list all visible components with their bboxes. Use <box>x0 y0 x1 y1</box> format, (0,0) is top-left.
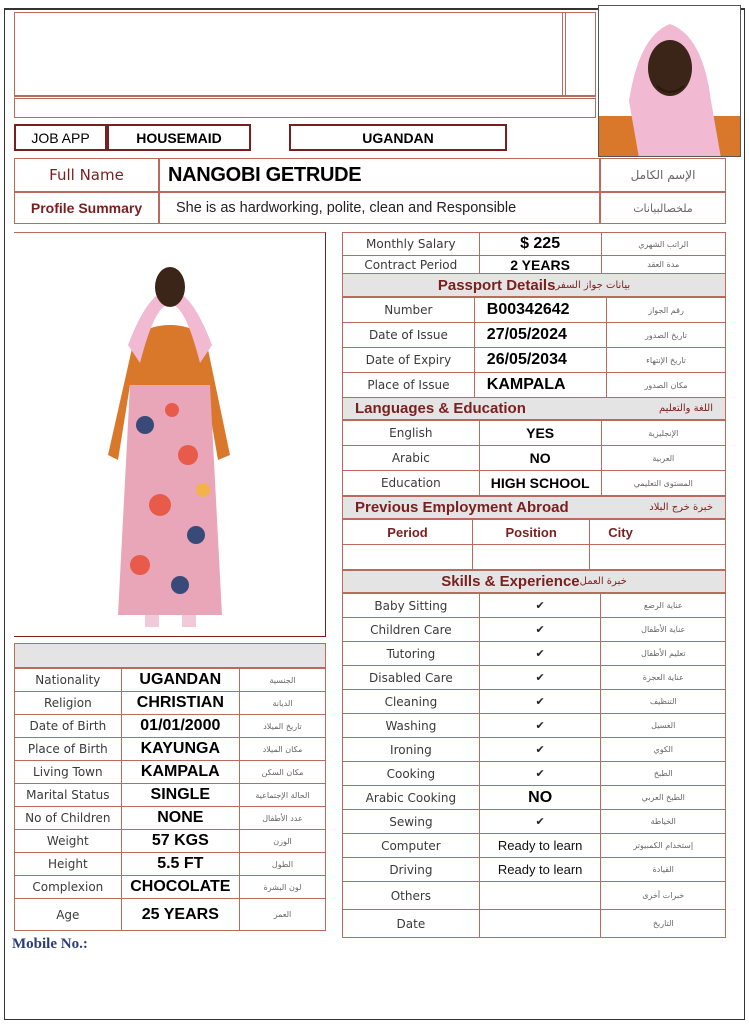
skills-label-ar: الطبخ <box>601 762 726 786</box>
languages-label-ar: المستوى التعليمي <box>601 471 725 496</box>
languages-label: Education <box>343 471 480 496</box>
skills-row <box>343 810 726 834</box>
employment-cell <box>473 545 590 570</box>
languages-value: HIGH SCHOOL <box>479 471 601 496</box>
skills-label-ar: الكوي <box>601 738 726 762</box>
skills-row <box>343 594 726 618</box>
skills-table <box>342 593 726 938</box>
personal-row <box>15 807 326 830</box>
skills-label: Disabled Care <box>343 666 480 690</box>
passport-row <box>343 323 726 348</box>
skills-section-header <box>342 570 726 593</box>
passport-label: Number <box>343 298 475 323</box>
full-name-value: NANGOBI GETRUDE <box>159 158 600 192</box>
personal-label-ar: الوزن <box>239 830 325 853</box>
skills-value: ✔ <box>479 714 601 738</box>
languages-title-ar: اللغة والتعليم <box>659 403 713 414</box>
skills-label: Ironing <box>343 738 480 762</box>
skills-label-ar: عناية الرضع <box>601 594 726 618</box>
salary-table <box>342 232 726 274</box>
languages-label-ar: العربية <box>601 446 725 471</box>
skills-label-ar: التنظيف <box>601 690 726 714</box>
skills-label: Cleaning <box>343 690 480 714</box>
passport-row <box>343 348 726 373</box>
passport-value: 26/05/2034 <box>474 348 606 373</box>
languages-section-header <box>342 397 726 420</box>
languages-label: Arabic <box>343 446 480 471</box>
employment-header-position: Position <box>473 520 590 545</box>
passport-photo-image <box>599 6 741 157</box>
employment-cell <box>590 545 726 570</box>
skills-label: Computer <box>343 834 480 858</box>
employment-header-period: Period <box>343 520 473 545</box>
personal-row <box>15 669 326 692</box>
header-logo-box <box>14 12 596 96</box>
personal-label-ar: مكان السكن <box>239 761 325 784</box>
personal-label-ar: لون البشرة <box>239 876 325 899</box>
skills-value: ✔ <box>479 762 601 786</box>
profile-summary-value: She is as hardworking, polite, clean and Responsible <box>159 192 600 224</box>
personal-label: Place of Birth <box>15 738 122 761</box>
skills-value: ✔ <box>479 666 601 690</box>
skills-title: Skills & Experience <box>441 573 580 590</box>
skills-value: NO <box>479 786 601 810</box>
passport-title-ar: بيانات جواز السفر <box>555 279 631 291</box>
profile-summary-label: Profile Summary <box>14 192 159 224</box>
profile-summary-label-ar: ملخصالبيانات <box>600 192 726 224</box>
personal-label: Nationality <box>15 669 122 692</box>
skills-row <box>343 786 726 810</box>
skills-label: Driving <box>343 858 480 882</box>
passport-table <box>342 297 726 398</box>
personal-label-ar: عدد الأطفال <box>239 807 325 830</box>
personal-row <box>15 853 326 876</box>
personal-row <box>15 761 326 784</box>
passport-title: Passport Details <box>437 276 556 294</box>
skills-label: Date <box>343 910 480 938</box>
skills-row <box>343 666 726 690</box>
skills-row <box>343 714 726 738</box>
full-name-label-ar: الإسم الكامل <box>600 158 726 192</box>
employment-cell <box>343 545 473 570</box>
skills-row <box>343 618 726 642</box>
languages-value: NO <box>479 446 601 471</box>
skills-row <box>343 738 726 762</box>
passport-label: Date of Expiry <box>343 348 475 373</box>
skills-row <box>343 882 726 910</box>
personal-label: Date of Birth <box>15 715 122 738</box>
languages-table <box>342 420 726 496</box>
passport-row <box>343 373 726 398</box>
skills-label-ar: خبرات أخرى <box>601 882 726 910</box>
skills-value: ✔ <box>479 618 601 642</box>
passport-label-ar: تاريخ الصدور <box>607 323 726 348</box>
passport-label-ar: مكان الصدور <box>607 373 726 398</box>
skills-label-ar: التاريخ <box>601 910 726 938</box>
personal-label-ar: تاريخ الميلاد <box>239 715 325 738</box>
skills-label-ar: الخياطة <box>601 810 726 834</box>
skills-row <box>343 762 726 786</box>
salary-label: Monthly Salary <box>343 233 480 256</box>
passport-label: Place of Issue <box>343 373 475 398</box>
skills-label: Children Care <box>343 618 480 642</box>
skills-label: Baby Sitting <box>343 594 480 618</box>
personal-label: Weight <box>15 830 122 853</box>
passport-label: Date of Issue <box>343 323 475 348</box>
personal-label: Marital Status <box>15 784 122 807</box>
personal-label-ar: العمر <box>239 899 325 931</box>
passport-row <box>343 298 726 323</box>
job-app-value: HOUSEMAID <box>107 124 251 151</box>
skills-row <box>343 690 726 714</box>
personal-row <box>15 899 326 931</box>
personal-row <box>15 692 326 715</box>
personal-value: KAYUNGA <box>121 738 239 761</box>
personal-info-header <box>14 643 326 668</box>
personal-label-ar: الجنسية <box>239 669 325 692</box>
employment-title: Previous Employment Abroad <box>355 499 569 516</box>
contract-label: Contract Period <box>343 256 480 274</box>
nationality-banner: UGANDAN <box>289 124 507 151</box>
skills-label: Others <box>343 882 480 910</box>
skills-row <box>343 642 726 666</box>
employment-title-ar: خبرة خرج البلاد <box>649 502 713 513</box>
personal-value: 57 KGS <box>121 830 239 853</box>
skills-row <box>343 858 726 882</box>
skills-label-ar: الغسيل <box>601 714 726 738</box>
personal-value: 25 YEARS <box>121 899 239 931</box>
personal-value: KAMPALA <box>121 761 239 784</box>
personal-value: SINGLE <box>121 784 239 807</box>
personal-label: Living Town <box>15 761 122 784</box>
skills-value: Ready to learn <box>479 858 601 882</box>
personal-row <box>15 830 326 853</box>
personal-label: Age <box>15 899 122 931</box>
skills-label-ar: عناية الأطفال <box>601 618 726 642</box>
languages-row <box>343 471 726 496</box>
languages-row <box>343 446 726 471</box>
skills-label: Sewing <box>343 810 480 834</box>
skills-value: ✔ <box>479 690 601 714</box>
personal-label-ar: مكان الميلاد <box>239 738 325 761</box>
skills-title-ar: خبرة العمل <box>579 576 627 587</box>
skills-label-ar: إستخدام الكمبيوتر <box>601 834 726 858</box>
skills-label: Cooking <box>343 762 480 786</box>
skills-label: Washing <box>343 714 480 738</box>
contract-label-ar: مدة العقد <box>601 256 725 274</box>
skills-value: ✔ <box>479 738 601 762</box>
full-body-photo-image <box>100 245 240 635</box>
skills-row <box>343 910 726 938</box>
personal-label: Height <box>15 853 122 876</box>
passport-value: 27/05/2024 <box>474 323 606 348</box>
personal-value: 5.5 FT <box>121 853 239 876</box>
header-divider <box>562 12 566 96</box>
personal-label-ar: الحالة الإجتماعية <box>239 784 325 807</box>
personal-value: CHOCOLATE <box>121 876 239 899</box>
personal-row <box>15 784 326 807</box>
skills-value: Ready to learn <box>479 834 601 858</box>
mobile-label: Mobile No.: <box>12 936 88 952</box>
personal-label: Complexion <box>15 876 122 899</box>
passport-label-ar: تاريخ الإنتهاء <box>607 348 726 373</box>
salary-value: $ 225 <box>479 233 601 256</box>
skills-label-ar: عناية العجزة <box>601 666 726 690</box>
skills-row <box>343 834 726 858</box>
skills-value: ✔ <box>479 594 601 618</box>
languages-title: Languages & Education <box>355 400 526 417</box>
skills-label: Arabic Cooking <box>343 786 480 810</box>
languages-label-ar: الإنجليزية <box>601 421 725 446</box>
employment-section-header <box>342 496 726 519</box>
passport-value: B00342642 <box>474 298 606 323</box>
skills-label: Tutoring <box>343 642 480 666</box>
personal-row <box>15 715 326 738</box>
skills-value <box>479 910 601 938</box>
passport-photo <box>598 5 741 157</box>
personal-label: No of Children <box>15 807 122 830</box>
salary-label-ar: الراتب الشهري <box>601 233 725 256</box>
full-body-photo <box>100 245 240 635</box>
passport-section-header <box>342 273 726 297</box>
personal-info-table <box>14 668 326 931</box>
contract-value: 2 YEARS <box>479 256 601 274</box>
skills-value: ✔ <box>479 810 601 834</box>
full-name-label: Full Name <box>14 158 159 192</box>
languages-row <box>343 421 726 446</box>
skills-label-ar: الطبخ العربي <box>601 786 726 810</box>
skills-label-ar: تعليم الأطفال <box>601 642 726 666</box>
passport-label-ar: رقم الجواز <box>607 298 726 323</box>
job-app-label: JOB APP <box>14 124 107 151</box>
personal-row <box>15 738 326 761</box>
passport-value: KAMPALA <box>474 373 606 398</box>
personal-value: CHRISTIAN <box>121 692 239 715</box>
employment-table <box>342 519 726 570</box>
header-band <box>14 96 596 118</box>
employment-header-city: City <box>590 520 726 545</box>
languages-label: English <box>343 421 480 446</box>
personal-value: NONE <box>121 807 239 830</box>
skills-value: ✔ <box>479 642 601 666</box>
personal-value: UGANDAN <box>121 669 239 692</box>
personal-row <box>15 876 326 899</box>
skills-value <box>479 882 601 910</box>
skills-label-ar: القيادة <box>601 858 726 882</box>
personal-label-ar: الطول <box>239 853 325 876</box>
personal-label-ar: الديانة <box>239 692 325 715</box>
personal-label: Religion <box>15 692 122 715</box>
languages-value: YES <box>479 421 601 446</box>
personal-value: 01/01/2000 <box>121 715 239 738</box>
